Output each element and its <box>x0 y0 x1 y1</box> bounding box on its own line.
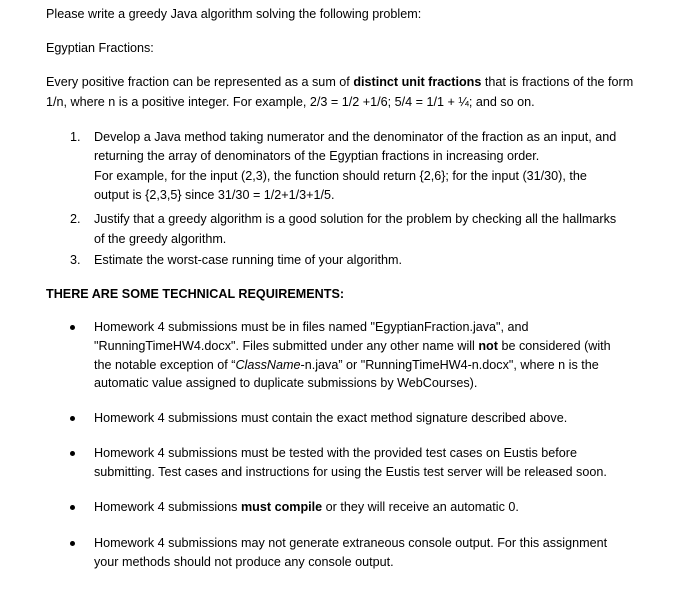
paragraph-bold-term: distinct unit fractions <box>353 75 482 89</box>
bullet-icon <box>70 451 75 456</box>
requirement-text: or they will receive an automatic 0. <box>322 500 519 514</box>
problem-heading: Egyptian Fractions: <box>46 41 154 55</box>
task-2-line: Justify that a greedy algorithm is a good solution for the problem by checking all the hallmarks <box>94 212 617 226</box>
requirement-text: "RunningTimeHW4.docx". Files submitted under any other name will <box>94 339 479 353</box>
task-2-line: of the greedy algorithm. <box>94 232 227 246</box>
paragraph-text: Every positive fraction can be represented as a sum of <box>46 75 354 89</box>
task-number-3: 3. <box>70 253 81 267</box>
requirement-1-line: Homework 4 submissions must be in files named "EgyptianFraction.java", and <box>94 320 529 334</box>
requirement-2-line: Homework 4 submissions must contain the exact method signature described above. <box>94 411 568 425</box>
requirement-5-line: your methods should not produce any console output. <box>94 555 394 569</box>
requirements-heading <box>46 285 344 303</box>
task-1-line: Develop a Java method taking numerator and the denominator of the fraction as an input, and <box>94 130 617 144</box>
requirement-text: Homework 4 submissions <box>94 500 241 514</box>
task-3-line: Estimate the worst-case running time of your algorithm. <box>94 253 402 267</box>
bullet-icon <box>70 325 75 330</box>
requirement-text: -n.java” or "RunningTimeHW4-n.docx", where n is the <box>300 358 599 372</box>
requirement-bold-text: must compile <box>240 500 323 514</box>
requirement-3-line: submitting. Test cases and instructions for using the Eustis test server will be released soon. <box>94 465 607 479</box>
task-1-line: For example, for the input (2,3), the function should return {2,6}; for the input (31/30), the <box>94 169 587 183</box>
intro-paragraph-line-2: 1/n, where n is a positive integer. For example, 2/3 = 1/2 +1/6; 5/4 = 1/1 + ¼; and so on. <box>46 95 535 109</box>
task-number-1: 1. <box>70 130 81 144</box>
requirement-1-line: automatic value assigned to duplicate submissions by WebCourses). <box>94 376 478 390</box>
requirement-text: be considered (with <box>497 339 611 353</box>
paragraph-text: that is fractions of the form <box>481 75 634 89</box>
bullet-icon <box>70 416 75 421</box>
requirement-5-line: Homework 4 submissions may not generate extraneous console output. For this assignment <box>94 536 608 550</box>
requirement-4-line <box>94 498 519 516</box>
bullet-icon <box>70 541 75 546</box>
intro-paragraph-line-1 <box>46 73 633 91</box>
intro-text: Please write a greedy Java algorithm solving the following problem: <box>46 7 422 21</box>
bullet-icon <box>70 505 75 510</box>
requirement-1-line <box>94 337 611 355</box>
task-1-line: output is {2,3,5} since 31/30 = 1/2+1/3+1/5. <box>94 188 335 202</box>
requirement-1-line <box>94 356 599 374</box>
task-number-2: 2. <box>70 212 81 226</box>
requirement-text: the notable exception of “ <box>94 358 236 372</box>
requirement-3-line: Homework 4 submissions must be tested with the provided test cases on Eustis before <box>94 446 577 460</box>
requirement-bold-text: not <box>478 339 498 353</box>
requirement-italic-text: ClassName <box>235 358 301 372</box>
requirements-heading-text: THERE ARE SOME TECHNICAL REQUIREMENTS: <box>46 287 345 301</box>
task-1-line: returning the array of denominators of the Egyptian fractions in increasing order. <box>94 149 540 163</box>
